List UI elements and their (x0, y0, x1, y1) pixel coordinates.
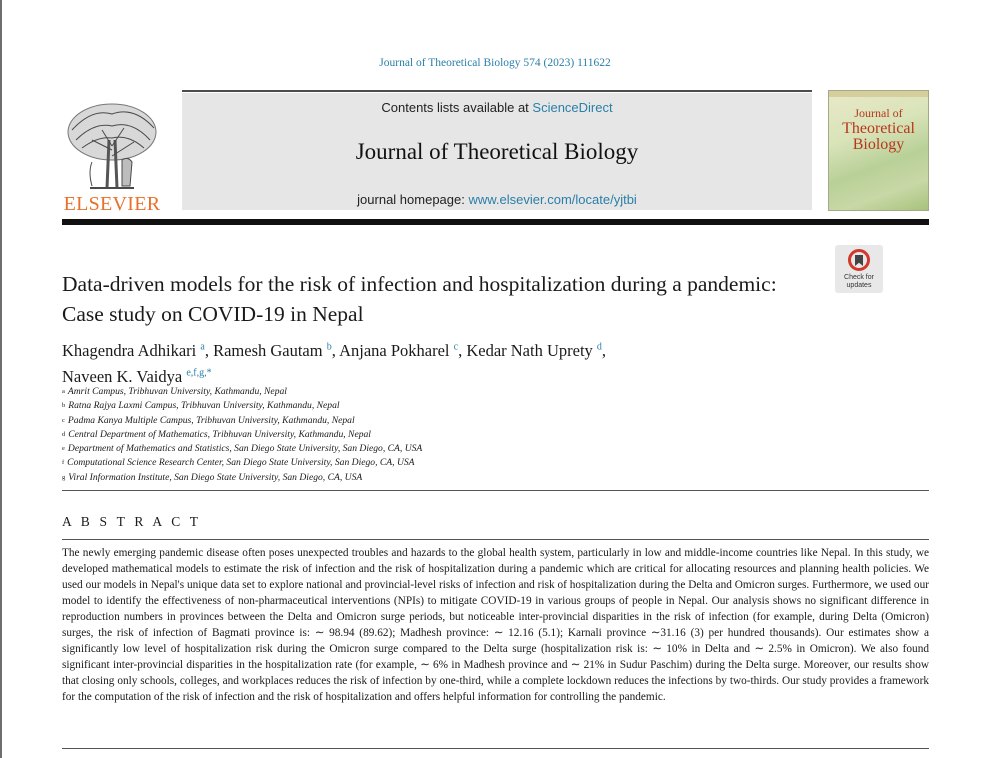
homepage-line (182, 192, 812, 207)
sciencedirect-link[interactable]: ScienceDirect (532, 100, 613, 115)
bottom-divider (62, 748, 929, 749)
abstract-heading: A B S T R A C T (62, 514, 202, 529)
abstract-text: The newly emerging pandemic disease often poses unexpected troubles and hazards to the global health system, particularly in low and middle-income countries like Nepal. In this study, we developed mathematical models to estimate the risk of infection and the risk of hospitalization during a pandemic which are critical for allocating resources and planning health policies. We used our models in Nepal's unique data set to explore national and provincial-level risks of infection and risk of hospitalization during the Delta and Omicron surges. Furthermore, we used our model to identify the effectiveness of non-pharmaceutical interventions (NPIs) to mitigate COVID-19 in various groups of people in Nepal. Our analysis shows no significant difference in reproduction numbers in provinces between the Delta and Omicron surge periods, but noticeable inter-provincial disparities in the risk of infection (for example, during Delta (Omicron) surges, the risk of infection of Bagmati province is: ∼ 98.94 (89.62); Madhesh province: ∼ 12.16 (5.1); Karnali province ∼31.16 (3) per hundred thousands). Our estimates show a significantly low level of hospitalization risk during the Omicron surge compared to the Delta surge (hospitalization risk is: ∼ 10% in Delta and ∼ 2.5% in Omicron). We also found significant inter-provincial disparities in the hospitalization rate (for example, ∼ 6% in Madhesh province and ∼ 21% in Sudur Paschim) during the Delta surge. Moreover, our results show that closing only schools, colleges, and workplaces reduces the risk of infection by one-third, while a complete lockdown reduces the infections by two-thirds. Our study provides a framework for the computation of the risk of infection and the risk of hospitalization and offers helpful information for controlling the pandemic. (62, 547, 929, 703)
affiliation-mark: b (62, 402, 66, 410)
author-separator: , (601, 340, 607, 360)
author-affiliation-mark[interactable]: c (453, 341, 459, 352)
cover-title-line-2: Theoretical (842, 120, 915, 137)
affiliation-item (62, 414, 762, 428)
cover-top-strip (829, 91, 928, 97)
cover-title-line-3: Biology (852, 136, 905, 153)
journal-title: Journal of Theoretical Biology (355, 139, 639, 164)
affiliation-item (62, 385, 762, 399)
check-updates-label (835, 274, 883, 290)
author-entry (466, 341, 606, 360)
affiliation-text: Amrit Campus, Tribhuvan University, Kathmandu, Nepal (67, 386, 287, 397)
journal-cover-image[interactable] (828, 90, 929, 211)
affiliation-item (62, 399, 762, 413)
author-name[interactable]: Khagendra Adhikari (62, 340, 197, 360)
affiliation-text: Central Department of Mathematics, Tribhuvan University, Kathmandu, Nepal (68, 428, 371, 440)
affiliation-mark: g (62, 473, 66, 481)
affiliation-text: Department of Mathematics and Statistics, San Diego State University, San Diego, CA, USA (67, 443, 423, 455)
affiliation-mark: f (62, 459, 65, 467)
check-updates-line-2: updates (846, 282, 872, 289)
affiliation-mark: e (62, 445, 65, 453)
affiliation-mark: d (62, 430, 66, 438)
check-for-updates-button[interactable] (835, 245, 883, 293)
author-name[interactable]: Naveen K. Vaidya (62, 367, 183, 386)
affiliation-divider (62, 490, 929, 491)
author-name[interactable]: Kedar Nath Uprety (466, 340, 593, 360)
author-separator: , (204, 340, 214, 360)
author-separator: , (458, 340, 467, 360)
affiliation-item (62, 471, 762, 485)
author-entry (62, 341, 213, 360)
affiliation-item (62, 428, 762, 442)
header-thick-rule (62, 219, 929, 225)
affiliation-mark: a (62, 388, 65, 395)
author-affiliation-mark[interactable]: b (326, 341, 332, 352)
affiliation-item (62, 456, 762, 470)
author-separator: , (331, 340, 340, 360)
affiliation-item (62, 442, 762, 456)
affiliation-mark: c (62, 416, 65, 424)
author-entry (62, 367, 212, 386)
affiliation-list (62, 385, 762, 485)
author-affiliation-mark[interactable]: a (200, 341, 205, 352)
affiliation-text: Ratna Rajya Laxmi Campus, Tribhuvan University, Kathmandu, Nepal (68, 400, 340, 412)
abstract-divider (62, 539, 929, 540)
affiliation-text: Padma Kanya Multiple Campus, Tribhuvan University, Kathmandu, Nepal (67, 414, 355, 426)
contents-line (182, 100, 812, 115)
homepage-prefix: journal homepage: (357, 192, 469, 207)
cover-title (829, 105, 928, 153)
author-list (62, 335, 822, 388)
page-edge-rule (0, 0, 2, 758)
homepage-link[interactable]: www.elsevier.com/locate/yjtbi (468, 192, 637, 207)
author-name[interactable]: Anjana Pokharel (339, 340, 450, 360)
author-entry (339, 341, 466, 360)
article-title: Data-driven models for the risk of infection and hospitalization during a pandemic: Case study on COVID-19 in Nepal (62, 272, 777, 326)
author-affiliation-mark[interactable]: d (596, 341, 602, 352)
check-updates-line-1: Check for (844, 274, 874, 281)
affiliation-text: Computational Science Research Center, San Diego State University, San Diego, CA, USA (67, 457, 415, 469)
author-entry (213, 341, 339, 360)
author-name[interactable]: Ramesh Gautam (213, 340, 323, 360)
elsevier-wordmark[interactable]: ELSEVIER (63, 193, 161, 215)
journal-banner (182, 93, 812, 210)
banner-top-rule (182, 90, 812, 92)
author-affiliation-mark[interactable]: e,f,g,* (186, 367, 212, 379)
cover-title-line-1: Journal of (854, 106, 903, 120)
affiliation-text: Viral Information Institute, San Diego State University, San Diego, CA, USA (68, 471, 363, 483)
contents-prefix: Contents lists available at (381, 100, 533, 115)
journal-citation[interactable]: Journal of Theoretical Biology 574 (2023) 111622 (379, 57, 611, 69)
